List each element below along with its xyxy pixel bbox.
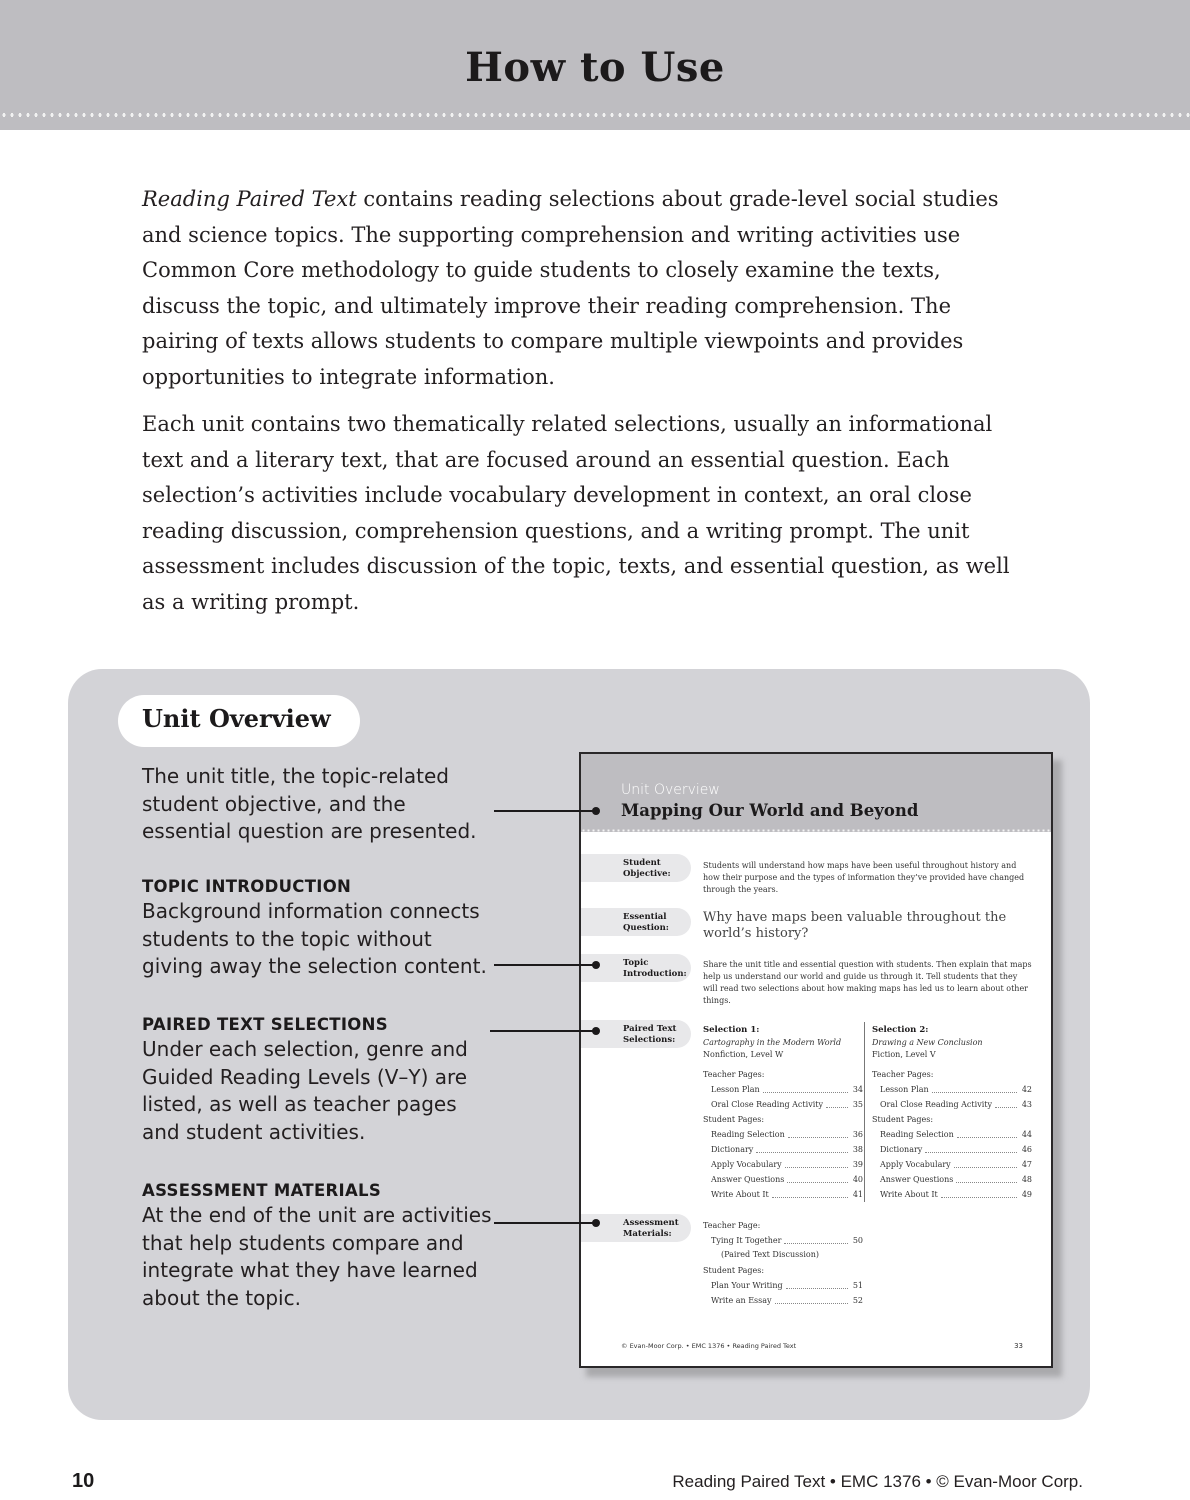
intro-paragraph-1: Reading Paired Text contains reading selections about grade-level social studies and science topics. The supporting comprehension and writing activities use Common Core methodology to guide students to closely examine the texts, discuss the topic, and ultimately improve their reading comprehension. The pairing of texts allows students to compare multiple viewpoints and provides opportunities to integrate information. (142, 187, 999, 389)
leader-line-paired (490, 1030, 596, 1032)
essential-question: Why have maps been valuable throughout the world’s history? (703, 910, 1007, 941)
dotted-divider (0, 111, 1190, 119)
note-unit-title: The unit title, the topic-related student objective, and the essential question are presented. (142, 764, 477, 843)
leader-line-assessment (494, 1222, 596, 1224)
toc-row: Lesson Plan 34 (703, 1082, 863, 1097)
note-assessment-materials: ASSESSMENT MATERIALS At the end of the unit are activities that help students compare and integrate what they have learned about the topic. (142, 1181, 492, 1310)
selection-divider (864, 1022, 865, 1202)
toc-row: Write About It 49 (872, 1187, 1032, 1202)
sample-page-header: Unit Overview Mapping Our World and Beyond (581, 754, 1051, 832)
note-paired-text-selections: PAIRED TEXT SELECTIONS Under each selection, genre and Guided Reading Levels (V–Y) are listed, as well as teacher pages and student activities. (142, 1015, 468, 1144)
note-topic-introduction: TOPIC INTRODUCTION Background information connects students to the topic without giving away the selection content. (142, 877, 487, 978)
leader-dot (592, 961, 600, 969)
sample-page-title: Mapping Our World and Beyond (621, 801, 919, 820)
toc-row: Oral Close Reading Activity 35 (703, 1097, 863, 1112)
objective-text: Students will understand how maps have been useful throughout history and how their purpose and the types of information they’ve provided have changed through the years. (703, 861, 1025, 894)
toc-row: Oral Close Reading Activity 43 (872, 1097, 1032, 1112)
toc-row: Write an Essay 52 (703, 1293, 863, 1308)
toc-row: Plan Your Writing 51 (703, 1278, 863, 1293)
toc-row: Answer Questions 40 (703, 1172, 863, 1187)
leader-line-unit-title (494, 810, 596, 812)
intro-text (142, 182, 1012, 632)
toc-row: Dictionary 46 (872, 1142, 1032, 1157)
toc-row: Reading Selection 36 (703, 1127, 863, 1142)
leader-dot (592, 1219, 600, 1227)
toc-row: Apply Vocabulary 47 (872, 1157, 1032, 1172)
unit-overview-heading: Unit Overview (142, 704, 331, 733)
dotted-divider (581, 828, 1051, 833)
footer-credit: Reading Paired Text • EMC 1376 • © Evan-Moor Corp. (672, 1472, 1083, 1491)
selection-2: Selection 2: Drawing a New Conclusion Fiction, Level V Teacher Pages: Lesson Plan 42 Oral Close Reading Activity 43 Student Pages: Reading Selection 44 Dictionary 46 Apply Vocabulary 47 Answer Questions 48 Write About It 49 (872, 1024, 1032, 1202)
toc-row: Tying It Together 50 (703, 1233, 863, 1248)
book-title: Reading Paired Text (142, 187, 357, 211)
assessment-list: Teacher Page: Tying It Together 50 (Paired Text Discussion) Student Pages: Plan Your Writing 51 Write an Essay 52 (703, 1218, 863, 1308)
sample-page-number: 33 (1014, 1342, 1023, 1350)
page-header (0, 0, 1190, 130)
toc-row: Apply Vocabulary 39 (703, 1157, 863, 1172)
page-number: 10 (72, 1470, 95, 1492)
toc-row: Dictionary 38 (703, 1142, 863, 1157)
sample-unit-overview-page: Unit Overview Mapping Our World and Beyond Student Objective: Students will understand how maps have been useful throughout history and how their purpose and the types of information they’ve provided have changed through the years. Essential Question: Why have maps been valuable throughout the world’s history? Topic Introduction: Share the unit title and essential question with students. Then explain that maps help us understand our world and guide us through it. Tell students that they will read two selections about how making maps has led us to learn about other things. Paired Text Selections: Selection 1: Cartography in the Modern World Nonfiction, Level W Teacher Pages: Lesson Plan 34 Oral Close Reading Activity 35 Student Pages: Reading Selection 36 Dictionary 38 Apply Vocabulary 39 Answer Questions 40 Write About It 41 Selection 2: Drawing a New Conclusion Fiction, Level V Teacher Pages: Lesson Plan 42 Oral Close Reading Activity 43 Student Pages: Reading Selection 44 Dictionary 46 Apply Vocabulary 47 Answer Questions 48 Write About It 49 Assessment Materials: Teacher Page: Tying It Together 50 (Paired Text Discussion) Student Pages: Plan Your Writing 51 Write an Essay 52 © Evan-Moor Corp. • EMC 1376 • Reading Paired Text 33 (579, 752, 1053, 1368)
leader-line-topic (494, 964, 596, 966)
toc-row: Answer Questions 48 (872, 1172, 1032, 1187)
sample-page-footer: © Evan-Moor Corp. • EMC 1376 • Reading Paired Text (621, 1342, 797, 1350)
toc-row: Reading Selection 44 (872, 1127, 1032, 1142)
page-title: How to Use (465, 44, 725, 91)
leader-dot (592, 1027, 600, 1035)
topic-text: Share the unit title and essential question with students. Then explain that maps help us understand our world and guide us through it. Tell students that they will read two selections about how making maps has led us to learn about other things. (703, 960, 1032, 1005)
intro-paragraph-2: Each unit contains two thematically related selections, usually an informational text and a literary text, that are focused around an essential question. Each selection’s activities include vocabulary development in context, an oral close reading discussion, comprehension questions, and a writing prompt. The unit assessment includes discussion of the topic, texts, and essential question, as well as a writing prompt. (142, 412, 1010, 614)
selection-1: Selection 1: Cartography in the Modern World Nonfiction, Level W Teacher Pages: Lesson Plan 34 Oral Close Reading Activity 35 Student Pages: Reading Selection 36 Dictionary 38 Apply Vocabulary 39 Answer Questions 40 Write About It 41 (703, 1024, 863, 1202)
leader-dot (592, 807, 600, 815)
toc-row: Write About It 41 (703, 1187, 863, 1202)
toc-row: Lesson Plan 42 (872, 1082, 1032, 1097)
